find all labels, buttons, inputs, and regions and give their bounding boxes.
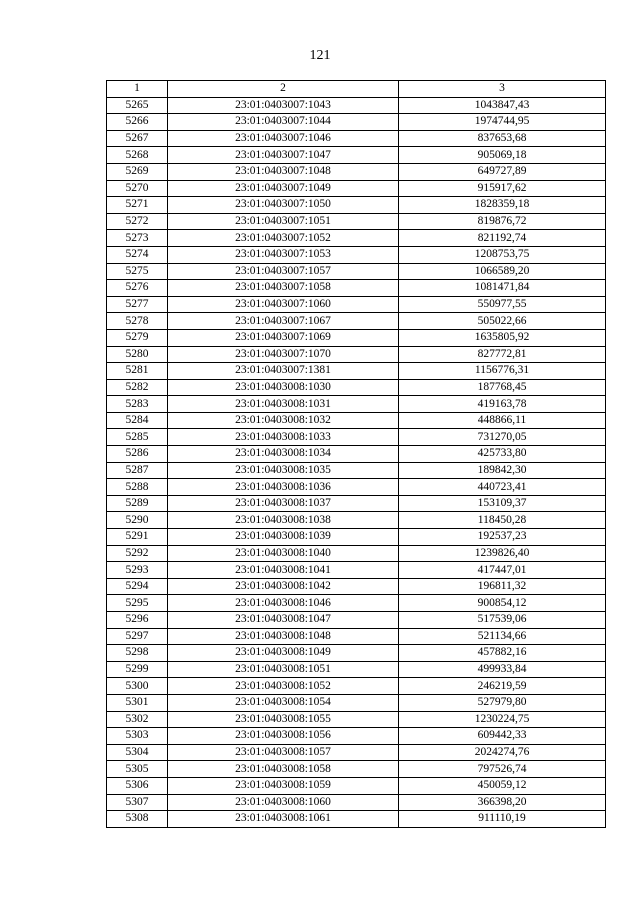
cadastral-number-cell: 23:01:0403007:1044	[168, 114, 399, 131]
row-number-cell: 5286	[107, 446, 168, 463]
cadastral-number-cell: 23:01:0403008:1032	[168, 412, 399, 429]
cadastral-number-cell: 23:01:0403007:1050	[168, 197, 399, 214]
table-row	[107, 678, 606, 695]
row-number-cell: 5305	[107, 761, 168, 778]
table-row	[107, 329, 606, 346]
cadastral-number-cell: 23:01:0403008:1039	[168, 529, 399, 546]
value-cell: 189842,30	[399, 462, 606, 479]
value-cell: 797526,74	[399, 761, 606, 778]
row-number-cell: 5296	[107, 612, 168, 629]
row-number-cell: 5302	[107, 711, 168, 728]
row-number-cell: 5290	[107, 512, 168, 529]
cadastral-number-cell: 23:01:0403008:1056	[168, 728, 399, 745]
value-cell: 517539,06	[399, 612, 606, 629]
cadastral-number-cell: 23:01:0403008:1036	[168, 479, 399, 496]
row-number-cell: 5271	[107, 197, 168, 214]
table-row	[107, 363, 606, 380]
value-cell: 527979,80	[399, 694, 606, 711]
table-row	[107, 280, 606, 297]
table-row	[107, 661, 606, 678]
row-number-cell: 5303	[107, 728, 168, 745]
row-number-cell: 5295	[107, 595, 168, 612]
cadastral-number-cell: 23:01:0403007:1049	[168, 180, 399, 197]
column-header: 1	[107, 81, 168, 98]
value-cell: 1043847,43	[399, 97, 606, 114]
cadastral-number-cell: 23:01:0403008:1061	[168, 811, 399, 828]
row-number-cell: 5293	[107, 562, 168, 579]
row-number-cell: 5278	[107, 313, 168, 330]
table-row	[107, 180, 606, 197]
row-number-cell: 5268	[107, 147, 168, 164]
value-cell: 521134,66	[399, 628, 606, 645]
table-row	[107, 612, 606, 629]
value-cell: 827772,81	[399, 346, 606, 363]
value-cell: 419163,78	[399, 396, 606, 413]
value-cell: 837653,68	[399, 130, 606, 147]
table-row	[107, 446, 606, 463]
value-cell: 196811,32	[399, 578, 606, 595]
row-number-cell: 5276	[107, 280, 168, 297]
row-number-cell: 5272	[107, 213, 168, 230]
table-row	[107, 645, 606, 662]
cadastral-number-cell: 23:01:0403007:1381	[168, 363, 399, 380]
value-cell: 1081471,84	[399, 280, 606, 297]
value-cell: 819876,72	[399, 213, 606, 230]
row-number-cell: 5304	[107, 744, 168, 761]
value-cell: 911110,19	[399, 811, 606, 828]
cadastral-number-cell: 23:01:0403008:1037	[168, 495, 399, 512]
cadastral-number-cell: 23:01:0403007:1051	[168, 213, 399, 230]
cadastral-number-cell: 23:01:0403008:1038	[168, 512, 399, 529]
table-row	[107, 694, 606, 711]
table-row	[107, 296, 606, 313]
cadastral-number-cell: 23:01:0403007:1067	[168, 313, 399, 330]
column-header: 2	[168, 81, 399, 98]
table-row	[107, 794, 606, 811]
table-row	[107, 744, 606, 761]
value-cell: 905069,18	[399, 147, 606, 164]
cadastral-number-cell: 23:01:0403008:1034	[168, 446, 399, 463]
value-cell: 440723,41	[399, 479, 606, 496]
row-number-cell: 5307	[107, 794, 168, 811]
row-number-cell: 5300	[107, 678, 168, 695]
value-cell: 915917,62	[399, 180, 606, 197]
row-number-cell: 5298	[107, 645, 168, 662]
row-number-cell: 5282	[107, 379, 168, 396]
cadastral-number-cell: 23:01:0403008:1051	[168, 661, 399, 678]
row-number-cell: 5289	[107, 495, 168, 512]
value-cell: 2024274,76	[399, 744, 606, 761]
value-cell: 550977,55	[399, 296, 606, 313]
cadastral-number-cell: 23:01:0403008:1048	[168, 628, 399, 645]
value-cell: 153109,37	[399, 495, 606, 512]
table-row	[107, 246, 606, 263]
row-number-cell: 5283	[107, 396, 168, 413]
table-row	[107, 562, 606, 579]
row-number-cell: 5280	[107, 346, 168, 363]
value-cell: 246219,59	[399, 678, 606, 695]
value-cell: 731270,05	[399, 429, 606, 446]
cadastral-number-cell: 23:01:0403008:1042	[168, 578, 399, 595]
value-cell: 192537,23	[399, 529, 606, 546]
data-table	[106, 80, 606, 828]
value-cell: 821192,74	[399, 230, 606, 247]
cadastral-number-cell: 23:01:0403007:1057	[168, 263, 399, 280]
table-row	[107, 811, 606, 828]
value-cell: 1230224,75	[399, 711, 606, 728]
value-cell: 425733,80	[399, 446, 606, 463]
row-number-cell: 5274	[107, 246, 168, 263]
table-header-row	[107, 81, 606, 98]
row-number-cell: 5273	[107, 230, 168, 247]
cadastral-number-cell: 23:01:0403008:1058	[168, 761, 399, 778]
row-number-cell: 5275	[107, 263, 168, 280]
table-row	[107, 197, 606, 214]
value-cell: 1066589,20	[399, 263, 606, 280]
table-row	[107, 313, 606, 330]
table-row	[107, 728, 606, 745]
cadastral-number-cell: 23:01:0403007:1053	[168, 246, 399, 263]
cadastral-number-cell: 23:01:0403008:1052	[168, 678, 399, 695]
value-cell: 499933,84	[399, 661, 606, 678]
page-number: 121	[309, 48, 331, 63]
value-cell: 417447,01	[399, 562, 606, 579]
value-cell: 1974744,95	[399, 114, 606, 131]
value-cell: 900854,12	[399, 595, 606, 612]
row-number-cell: 5297	[107, 628, 168, 645]
row-number-cell: 5287	[107, 462, 168, 479]
row-number-cell: 5308	[107, 811, 168, 828]
table-row	[107, 462, 606, 479]
cadastral-number-cell: 23:01:0403008:1031	[168, 396, 399, 413]
row-number-cell: 5277	[107, 296, 168, 313]
row-number-cell: 5291	[107, 529, 168, 546]
cadastral-number-cell: 23:01:0403007:1070	[168, 346, 399, 363]
value-cell: 450059,12	[399, 777, 606, 794]
cadastral-number-cell: 23:01:0403008:1054	[168, 694, 399, 711]
table-row	[107, 711, 606, 728]
table-row	[107, 529, 606, 546]
table-row	[107, 512, 606, 529]
table-row	[107, 346, 606, 363]
table-row	[107, 429, 606, 446]
row-number-cell: 5301	[107, 694, 168, 711]
value-cell: 366398,20	[399, 794, 606, 811]
cadastral-number-cell: 23:01:0403007:1052	[168, 230, 399, 247]
cadastral-number-cell: 23:01:0403008:1033	[168, 429, 399, 446]
table-row	[107, 230, 606, 247]
table-row	[107, 97, 606, 114]
table-row	[107, 396, 606, 413]
cadastral-number-cell: 23:01:0403008:1046	[168, 595, 399, 612]
column-header: 3	[399, 81, 606, 98]
row-number-cell: 5270	[107, 180, 168, 197]
table-row	[107, 163, 606, 180]
table-row	[107, 412, 606, 429]
cadastral-number-cell: 23:01:0403008:1060	[168, 794, 399, 811]
cadastral-number-cell: 23:01:0403008:1041	[168, 562, 399, 579]
row-number-cell: 5285	[107, 429, 168, 446]
table-row	[107, 628, 606, 645]
table-row	[107, 761, 606, 778]
value-cell: 649727,89	[399, 163, 606, 180]
value-cell: 118450,28	[399, 512, 606, 529]
table-row	[107, 147, 606, 164]
cadastral-number-cell: 23:01:0403007:1047	[168, 147, 399, 164]
table-row	[107, 777, 606, 794]
value-cell: 1635805,92	[399, 329, 606, 346]
table-row	[107, 545, 606, 562]
row-number-cell: 5288	[107, 479, 168, 496]
table-row	[107, 595, 606, 612]
row-number-cell: 5294	[107, 578, 168, 595]
cadastral-number-cell: 23:01:0403008:1035	[168, 462, 399, 479]
value-cell: 1828359,18	[399, 197, 606, 214]
cadastral-number-cell: 23:01:0403008:1030	[168, 379, 399, 396]
cadastral-number-cell: 23:01:0403007:1048	[168, 163, 399, 180]
cadastral-number-cell: 23:01:0403008:1047	[168, 612, 399, 629]
row-number-cell: 5306	[107, 777, 168, 794]
cadastral-number-cell: 23:01:0403008:1055	[168, 711, 399, 728]
table-row	[107, 130, 606, 147]
row-number-cell: 5281	[107, 363, 168, 380]
cadastral-number-cell: 23:01:0403007:1058	[168, 280, 399, 297]
cadastral-number-cell: 23:01:0403008:1049	[168, 645, 399, 662]
cadastral-number-cell: 23:01:0403007:1060	[168, 296, 399, 313]
table-row	[107, 578, 606, 595]
value-cell: 609442,33	[399, 728, 606, 745]
value-cell: 505022,66	[399, 313, 606, 330]
table-row	[107, 479, 606, 496]
cadastral-number-cell: 23:01:0403008:1059	[168, 777, 399, 794]
row-number-cell: 5265	[107, 97, 168, 114]
row-number-cell: 5269	[107, 163, 168, 180]
row-number-cell: 5299	[107, 661, 168, 678]
table-row	[107, 213, 606, 230]
cadastral-number-cell: 23:01:0403008:1057	[168, 744, 399, 761]
row-number-cell: 5284	[107, 412, 168, 429]
cadastral-number-cell: 23:01:0403007:1046	[168, 130, 399, 147]
table-body	[107, 81, 606, 828]
table-row	[107, 114, 606, 131]
value-cell: 457882,16	[399, 645, 606, 662]
table-row	[107, 495, 606, 512]
value-cell: 1208753,75	[399, 246, 606, 263]
value-cell: 187768,45	[399, 379, 606, 396]
value-cell: 1156776,31	[399, 363, 606, 380]
cadastral-number-cell: 23:01:0403007:1043	[168, 97, 399, 114]
row-number-cell: 5267	[107, 130, 168, 147]
cadastral-number-cell: 23:01:0403007:1069	[168, 329, 399, 346]
value-cell: 448866,11	[399, 412, 606, 429]
value-cell: 1239826,40	[399, 545, 606, 562]
row-number-cell: 5292	[107, 545, 168, 562]
row-number-cell: 5279	[107, 329, 168, 346]
table-row	[107, 263, 606, 280]
table-row	[107, 379, 606, 396]
cadastral-number-cell: 23:01:0403008:1040	[168, 545, 399, 562]
row-number-cell: 5266	[107, 114, 168, 131]
